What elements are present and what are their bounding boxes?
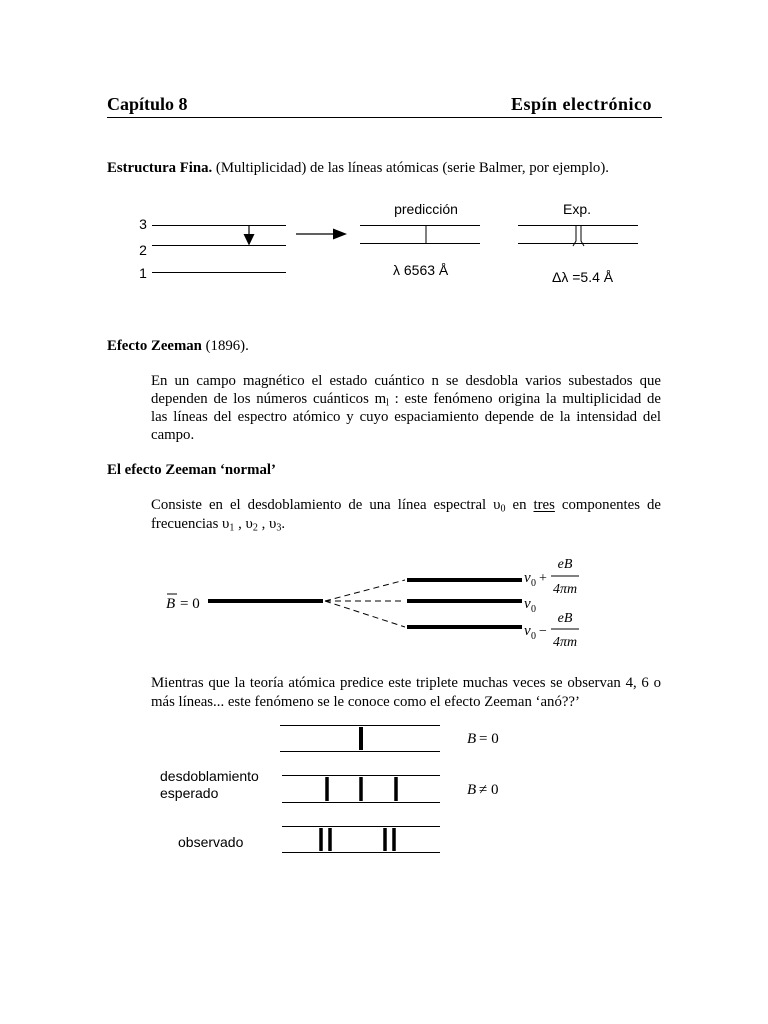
frequency-subscript: 0 [531, 604, 536, 615]
frequency-subscript: 0 [531, 578, 536, 589]
spectrum-expected [160, 768, 498, 803]
prediction-spectrum [360, 201, 480, 278]
frequency-subscript: 3 [276, 522, 282, 534]
normal-zeeman-paragraph [151, 496, 661, 534]
zeeman-paragraph [151, 372, 661, 444]
energy-levels [139, 216, 286, 281]
frequency-subscript: 1 [229, 522, 235, 534]
fraction-denominator: 4πm [552, 582, 578, 597]
paragraph-line: más líneas... este fenómeno se le conoce como el efecto Zeeman ‘anó??’ [151, 694, 580, 710]
paragraph-text: Consiste en el desdoblamiento de una línea espectral υ [151, 497, 501, 513]
minus-sign: − [539, 624, 547, 639]
fine-structure-intro [107, 159, 609, 177]
fraction-numerator: eB [557, 557, 573, 572]
frequency-subscript: 0 [500, 503, 506, 515]
experiment-label: Exp. [562, 201, 592, 217]
underlined-word: tres [533, 497, 555, 513]
lower-frequency-label [524, 611, 579, 650]
paragraph-text: en [505, 497, 534, 513]
frequency-symbol: ν [524, 623, 531, 639]
anomalous-zeeman-spectra-diagram [150, 715, 530, 860]
field-zero-value: = 0 [479, 731, 499, 747]
quantum-number-subscript: l [386, 397, 389, 409]
paragraph-text: frecuencias υ [151, 516, 230, 532]
field-symbol: B [467, 731, 477, 747]
field-symbol: B [467, 782, 477, 798]
upper-frequency-label [524, 557, 579, 597]
paragraph-text: : este fenómeno origina la multiplicidad de [388, 391, 661, 407]
prediction-wavelength: λ 6563 Å [393, 262, 449, 278]
plus-sign: + [539, 571, 547, 586]
anomalous-zeeman-paragraph [151, 674, 661, 712]
frequency-subscript: 0 [531, 631, 536, 642]
middle-frequency-label [524, 596, 536, 615]
observed-label: observado [178, 834, 244, 850]
paragraph-line: Mientras que la teoría atómica predice este triplete muchas veces se observan 4, 6 o [151, 675, 661, 691]
fraction-numerator: eB [557, 611, 573, 626]
paragraph-line: campo. [151, 427, 195, 443]
field-value: = 0 [180, 596, 200, 612]
fraction-denominator: 4πm [552, 635, 578, 650]
header-rule [107, 117, 662, 118]
leads-to-arrowhead [333, 229, 347, 240]
fine-structure-diagram [130, 190, 650, 290]
experiment-spectrum [518, 201, 638, 285]
prediction-label: predicción [394, 201, 458, 217]
transition-arrowhead [244, 234, 255, 246]
paragraph-text: dependen de los números cuánticos m [151, 391, 387, 407]
field-symbol: B [166, 596, 176, 612]
paragraph-line [151, 390, 661, 408]
field-zero-label [166, 594, 200, 612]
level-label-3: 3 [139, 216, 147, 232]
dashed-split-line-lower [325, 601, 405, 627]
paragraph-line [151, 496, 661, 515]
normal-zeeman-heading: El efecto Zeeman ‘normal’ [107, 462, 276, 478]
chapter-number: Capítulo 8 [107, 94, 188, 114]
field-nonzero-value: ≠ 0 [479, 782, 499, 798]
experiment-doublet-line-right [581, 226, 584, 247]
expected-label-line2: esperado [160, 785, 219, 801]
paragraph-line: las líneas del espectro atómico y cuyo espaciamiento depende de la intensidad del [151, 409, 661, 425]
level-label-1: 1 [139, 265, 147, 281]
paragraph-text: , υ [257, 516, 277, 532]
paragraph-text: componentes de [554, 497, 661, 513]
spectrum-no-field [280, 726, 499, 752]
zeeman-heading-line [107, 337, 249, 355]
fine-structure-text: (Multiplicidad) de las líneas atómicas (serie Balmer, por ejemplo). [212, 160, 609, 176]
experiment-doublet-line-left [573, 226, 576, 247]
paragraph-line: En un campo magnético el estado cuántico n se desdobla varios subestados que [151, 373, 661, 389]
paragraph-line [151, 515, 661, 534]
normal-zeeman-splitting-diagram [150, 550, 600, 655]
frequency-symbol: ν [524, 570, 531, 586]
paragraph-text: . [281, 516, 286, 532]
paragraph-text: , υ [234, 516, 253, 532]
experiment-splitting: Δλ =5.4 Å [552, 269, 614, 285]
zeeman-heading: Efecto Zeeman [107, 338, 202, 354]
frequency-symbol: ν [524, 596, 531, 612]
zeeman-year: (1896). [201, 338, 249, 354]
frequency-subscript: 2 [252, 522, 258, 534]
level-label-2: 2 [139, 242, 147, 258]
chapter-title: Espín electrónico [511, 94, 652, 114]
spectrum-observed [178, 827, 440, 853]
expected-label-line1: desdoblamiento [160, 768, 259, 784]
fine-structure-heading: Estructura Fina. [107, 160, 213, 176]
dashed-split-line-upper [325, 580, 405, 601]
